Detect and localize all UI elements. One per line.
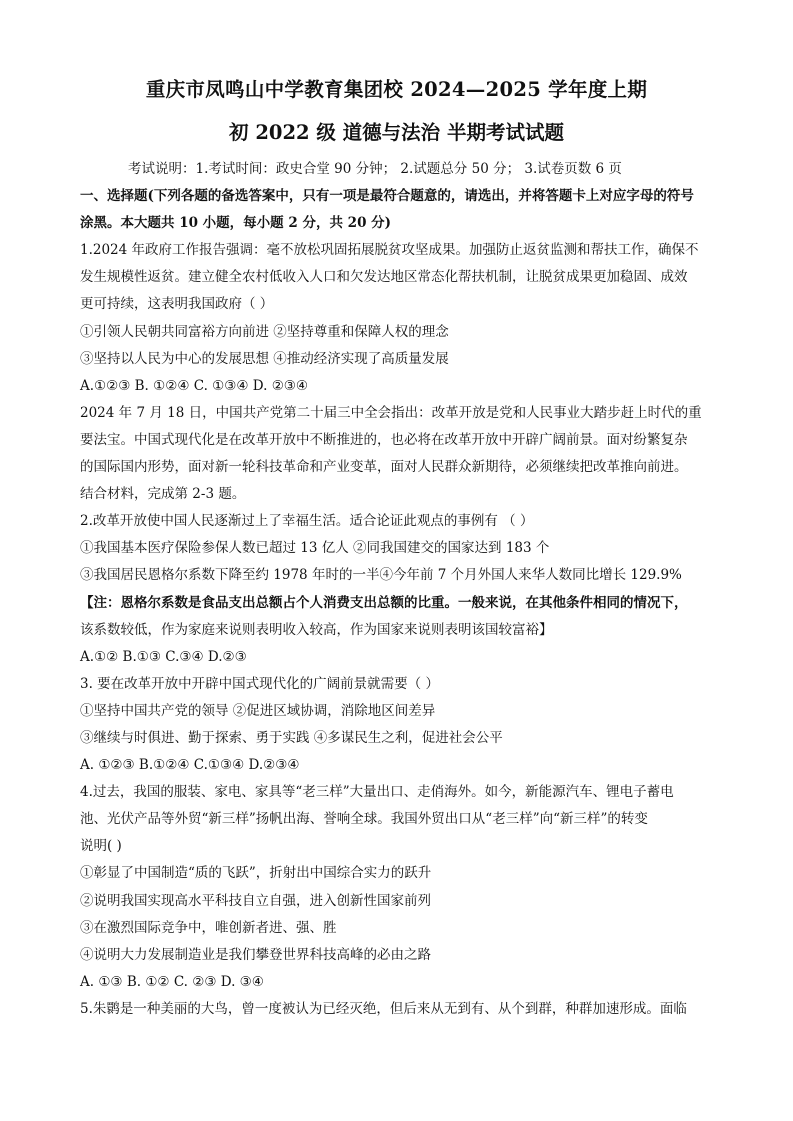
question-4-statement: ②说明我国实现高水平科技自立自强，进入创新性国家前列 bbox=[80, 892, 431, 909]
question-5-stem: 5.朱鹮是一种美丽的大鸟，曾一度被认为已经灭绝，但后来从无到有、从个到群，种群加速形成。面临 bbox=[80, 1000, 687, 1017]
material-passage: 2024 年 7 月 18 日，中国共产党第二十届三中全会指出：改革开放是党和人民事业大踏步赶上时代的重 bbox=[80, 404, 702, 421]
question-1-stem: 1.2024 年政府工作报告强调：毫不放松巩固拓展脱贫攻坚成果。加强防止返贫监测和帮扶工作，确保不 bbox=[80, 242, 699, 259]
question-3-stem: 3. 要在改革开放中开辟中国式现代化的广阔前景就需要（ ） bbox=[80, 675, 439, 692]
question-1-stem: 更可持续，这表明我国政府（ ） bbox=[80, 296, 274, 313]
material-instruction: 结合材料，完成第 2-3 题。 bbox=[80, 486, 246, 503]
exam-body bbox=[80, 156, 720, 1023]
question-4-statement: ③在激烈国际竞争中，唯创新者进、强、胜 bbox=[80, 919, 337, 936]
question-2-stem: 2.改革开放使中国人民逐渐过上了幸福生活。适合论证此观点的事例有 （ ） bbox=[80, 513, 534, 530]
material-passage: 的国际国内形势，面对新一轮科技革命和产业变革，面对人民群众新期待，必须继续把改革推向前进。 bbox=[80, 459, 688, 476]
question-4-options: A. ①③ B. ①② C. ②③ D. ③④ bbox=[80, 973, 264, 990]
section-heading: 一、选择题(下列各题的备选答案中，只有一项是最符合题意的，请选出，并将答题卡上对应字母的符号 bbox=[80, 188, 694, 205]
question-4-stem: 4.过去，我国的服装、家电、家具等“老三样”大量出口、走俏海外。如今，新能源汽车、锂电子蓄电 bbox=[80, 784, 674, 801]
question-3-statements: ③继续与时俱进、勤于探索、勇于实践 ④多谋民生之利，促进社会公平 bbox=[80, 729, 503, 746]
exam-instructions: 考试说明：1.考试时间：政史合堂 90 分钟； 2.试题总分 50 分； 3.试卷页数 6 页 bbox=[128, 161, 622, 177]
question-3-options: A. ①②③ B.①②④ C.①③④ D.②③④ bbox=[80, 757, 300, 774]
question-1-options: A.①②③ B. ①②④ C. ①③④ D. ②③④ bbox=[80, 377, 309, 394]
question-1-statements: ③坚持以人民为中心的发展思想 ④推动经济实现了高质量发展 bbox=[80, 350, 449, 367]
question-4-statement: ④说明大力发展制造业是我们攀登世界科技高峰的必由之路 bbox=[80, 946, 431, 963]
question-4-stem: 池、光伏产品等外贸“新三样”扬帆出海、誉响全球。我国外贸出口从“老三样”向“新三样”的转变 bbox=[80, 811, 648, 828]
question-4-stem: 说明( ) bbox=[80, 838, 122, 855]
section-heading-cont: 涂黑。本大题共 10 小题，每小题 2 分，共 20 分) bbox=[80, 215, 392, 232]
question-2-note: 【注：恩格尔系数是食品支出总额占个人消费支出总额的比重。一般来说，在其他条件相同的情况下， bbox=[80, 594, 688, 611]
question-1-statements: ①引领人民朝共同富裕方向前进 ②坚持尊重和保障人权的理念 bbox=[80, 323, 449, 340]
question-2-statements: ①我国基本医疗保险参保人数已超过 13 亿人 ②同我国建交的国家达到 183 个 bbox=[80, 540, 550, 557]
question-2-note: 该系数较低，作为家庭来说则表明收入较高，作为国家来说则表明该国较富裕】 bbox=[80, 621, 553, 638]
question-3-statements: ①坚持中国共产党的领导 ②促进区域协调，消除地区间差异 bbox=[80, 702, 436, 719]
question-4-statement: ①彰显了中国制造“质的飞跃”，折射出中国综合实力的跃升 bbox=[80, 865, 432, 882]
question-1-stem: 发生规模性返贫。建立健全农村低收入人口和欠发达地区常态化帮扶机制，让脱贫成果更加稳固、成效 bbox=[80, 269, 688, 286]
exam-title: 重庆市凤鸣山中学教育集团校 2024—2025 学年度上期 bbox=[145, 78, 648, 101]
exam-subtitle: 初 2022 级 道德与法治 半期考试试题 bbox=[229, 121, 564, 144]
question-2-options: A.①② B.①③ C.③④ D.②③ bbox=[80, 648, 247, 665]
material-passage: 要法宝。中国式现代化是在改革开放中不断推进的，也必将在改革开放中开辟广阔前景。面对纷繁复杂 bbox=[80, 431, 688, 448]
question-2-statements: ③我国居民恩格尔系数下降至约 1978 年时的一半④今年前 7 个月外国人来华人数同比增长 129.9% bbox=[80, 567, 682, 584]
